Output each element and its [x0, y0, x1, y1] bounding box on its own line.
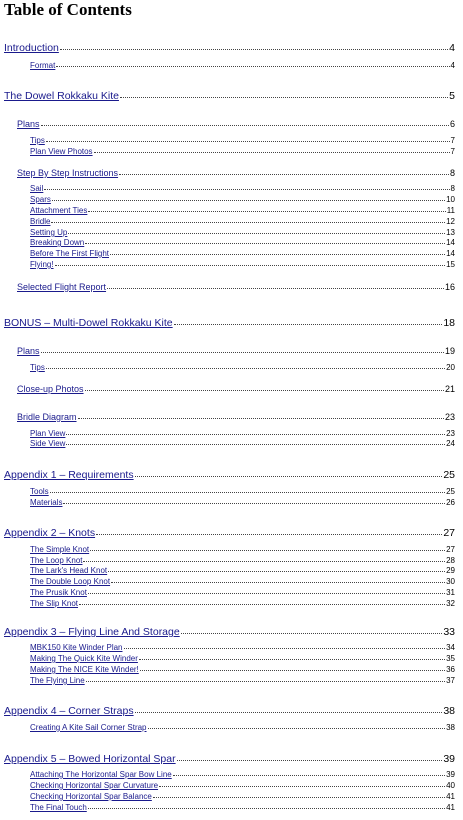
- toc-page-number: 30: [446, 577, 455, 586]
- dot-leader: [90, 550, 445, 551]
- toc-entry[interactable]: [30, 487, 455, 496]
- dot-leader: [159, 786, 445, 787]
- toc-page-number: 25: [446, 487, 455, 496]
- toc-entry[interactable]: [4, 317, 455, 329]
- dot-leader: [88, 211, 445, 212]
- toc-entry-link[interactable]: The Final Touch: [30, 803, 87, 812]
- toc-page-number: 8: [450, 184, 455, 193]
- dot-leader: [135, 476, 443, 477]
- toc-entry[interactable]: [30, 61, 455, 70]
- dot-leader: [181, 633, 443, 634]
- dot-leader: [83, 561, 445, 562]
- toc-entry[interactable]: [17, 282, 455, 292]
- toc-entry-link[interactable]: Sail: [30, 184, 44, 193]
- toc-page-number: 40: [446, 781, 455, 790]
- toc-entry-link[interactable]: The Slip Knot: [30, 599, 79, 608]
- toc-page-number: 23: [446, 429, 455, 438]
- toc-entry-link[interactable]: Close-up Photos: [17, 384, 84, 394]
- toc-entry-link[interactable]: Tools: [30, 487, 49, 496]
- toc-entry[interactable]: [30, 803, 455, 812]
- toc-entry[interactable]: [30, 195, 455, 204]
- dot-leader: [56, 66, 449, 67]
- dot-leader: [124, 648, 446, 649]
- toc-entry[interactable]: [30, 654, 455, 663]
- toc-page-number: 11: [446, 206, 455, 215]
- toc-entry-link[interactable]: Side View: [30, 439, 66, 448]
- toc-entry-link[interactable]: The Double Loop Knot: [30, 577, 111, 586]
- dot-leader: [44, 189, 449, 190]
- toc-page-number: 34: [446, 643, 455, 652]
- toc-page-number: 37: [446, 676, 455, 685]
- dot-leader: [111, 582, 445, 583]
- toc-entry[interactable]: [30, 643, 455, 652]
- toc-entry[interactable]: [4, 705, 455, 717]
- toc-entry-link[interactable]: The Simple Knot: [30, 545, 90, 554]
- toc-entry[interactable]: [30, 249, 455, 258]
- toc-page-number: 19: [444, 346, 455, 356]
- dot-leader: [41, 125, 449, 126]
- toc-entry[interactable]: [30, 206, 455, 215]
- dot-leader: [140, 670, 445, 671]
- toc-page-number: 24: [446, 439, 455, 448]
- dot-leader: [60, 49, 448, 50]
- dot-leader: [96, 534, 442, 535]
- dot-leader: [120, 97, 448, 98]
- toc-entry-link[interactable]: Attachment Ties: [30, 206, 88, 215]
- toc-entry-link[interactable]: Tips: [30, 136, 45, 145]
- toc-page-number: 35: [446, 654, 455, 663]
- toc-page-number: 18: [443, 317, 455, 329]
- toc-entry[interactable]: [4, 42, 455, 54]
- toc-entry-link[interactable]: MBK150 Kite Winder Plan: [30, 643, 123, 652]
- toc-entry-link[interactable]: Materials: [30, 498, 63, 507]
- toc-entry[interactable]: [4, 469, 455, 481]
- toc-page-number: 28: [446, 556, 455, 565]
- toc-page-number: 20: [446, 363, 455, 372]
- toc-entry[interactable]: [17, 384, 455, 394]
- dot-leader: [148, 728, 446, 729]
- toc-entry[interactable]: [17, 412, 455, 422]
- toc-entry[interactable]: [30, 577, 455, 586]
- dot-leader: [79, 604, 445, 605]
- dot-leader: [139, 659, 445, 660]
- toc-entry-link[interactable]: The Lark's Head Knot: [30, 566, 108, 575]
- dot-leader: [78, 418, 444, 419]
- toc-page-number: 10: [446, 195, 455, 204]
- toc-entry[interactable]: [17, 346, 455, 356]
- toc-page-number: 12: [446, 217, 455, 226]
- toc-entry[interactable]: [30, 498, 455, 507]
- toc-entry-link[interactable]: Selected Flight Report: [17, 282, 107, 292]
- toc-entry-link[interactable]: Plans: [17, 346, 40, 356]
- dot-leader: [50, 492, 445, 493]
- toc-entry[interactable]: [30, 781, 455, 790]
- dot-leader: [41, 352, 444, 353]
- toc-entry-link[interactable]: Plans: [17, 119, 40, 129]
- dot-leader: [63, 503, 445, 504]
- toc-entry-link[interactable]: The Prusik Knot: [30, 588, 87, 597]
- toc-entry[interactable]: [30, 238, 455, 247]
- toc-entry-link[interactable]: Making The NICE Kite Winder!: [30, 665, 139, 674]
- dot-leader: [88, 808, 445, 809]
- toc-page-number: 41: [446, 792, 455, 801]
- toc-entry-link[interactable]: Making The Quick Kite Winder: [30, 654, 138, 663]
- toc-page-number: 23: [444, 412, 455, 422]
- toc-entry[interactable]: [30, 228, 455, 237]
- dot-leader: [66, 444, 445, 445]
- dot-leader: [66, 434, 445, 435]
- toc-page-number: 32: [446, 599, 455, 608]
- dot-leader: [85, 243, 445, 244]
- toc-entry[interactable]: [4, 753, 455, 765]
- toc-entry-link[interactable]: Tips: [30, 363, 45, 372]
- page-title: Table of Contents: [4, 0, 132, 19]
- toc-entry-link[interactable]: The Flying Line: [30, 676, 85, 685]
- toc-entry-link[interactable]: Checking Horizontal Spar Balance: [30, 792, 152, 801]
- toc-entry-link[interactable]: Appendix 1 – Requirements: [4, 469, 134, 481]
- toc-page-number: 27: [443, 527, 455, 539]
- toc-entry[interactable]: [30, 723, 455, 732]
- dot-leader: [86, 681, 445, 682]
- toc-entry[interactable]: [30, 566, 455, 575]
- dot-leader: [88, 593, 445, 594]
- toc-entry[interactable]: [17, 119, 455, 129]
- toc-page-number: 33: [443, 626, 455, 638]
- dot-leader: [85, 390, 444, 391]
- dot-leader: [177, 760, 443, 761]
- toc-entry-link[interactable]: Spars: [30, 195, 51, 204]
- toc-page-number: 8: [449, 168, 455, 178]
- toc-entry-link[interactable]: Appendix 5 – Bowed Horizontal Spar: [4, 753, 176, 765]
- toc-page-number: 14: [446, 249, 455, 258]
- dot-leader: [135, 712, 443, 713]
- dot-leader: [46, 141, 450, 142]
- toc-page-number: 36: [446, 665, 455, 674]
- toc-entry[interactable]: [17, 168, 455, 178]
- toc-page-number: 39: [443, 753, 455, 765]
- dot-leader: [55, 265, 446, 266]
- toc-entry[interactable]: [4, 626, 455, 638]
- dot-leader: [68, 233, 445, 234]
- toc-entry-link[interactable]: Flying!: [30, 260, 54, 269]
- dot-leader: [52, 200, 445, 201]
- toc-entry-link[interactable]: Plan View Photos: [30, 147, 93, 156]
- toc-entry[interactable]: [30, 363, 455, 372]
- toc-page-number: 13: [446, 228, 455, 237]
- dot-leader: [51, 222, 445, 223]
- toc-entry[interactable]: [30, 676, 455, 685]
- toc-entry[interactable]: [30, 556, 455, 565]
- dot-leader: [153, 797, 445, 798]
- toc-entry-link[interactable]: The Loop Knot: [30, 556, 83, 565]
- toc-page-number: 21: [444, 384, 455, 394]
- dot-leader: [119, 174, 449, 175]
- toc-page-number: 14: [446, 238, 455, 247]
- toc-entry-link[interactable]: Introduction: [4, 42, 59, 54]
- toc-entry-link[interactable]: The Dowel Rokkaku Kite: [4, 90, 119, 102]
- toc-entry-link[interactable]: Plan View: [30, 429, 66, 438]
- dot-leader: [94, 152, 450, 153]
- dot-leader: [110, 254, 445, 255]
- toc-entry-link[interactable]: Appendix 3 – Flying Line And Storage: [4, 626, 180, 638]
- toc-entry-link[interactable]: Bridle: [30, 217, 51, 226]
- toc-page-number: 38: [443, 705, 455, 717]
- toc-entry[interactable]: [30, 770, 455, 779]
- toc-page-number: 29: [446, 566, 455, 575]
- toc-entry-link[interactable]: Bridle Diagram: [17, 412, 77, 422]
- toc-entry-link[interactable]: Format: [30, 61, 56, 70]
- dot-leader: [108, 571, 445, 572]
- toc-entry-link[interactable]: Appendix 2 – Knots: [4, 527, 96, 539]
- toc-entry[interactable]: [30, 184, 455, 193]
- toc-entry[interactable]: [4, 90, 455, 102]
- toc-entry-link[interactable]: Creating A Kite Sail Corner Strap: [30, 723, 147, 732]
- toc-page-number: 16: [444, 282, 455, 292]
- toc-page-number: 4: [449, 42, 455, 54]
- toc-page-number: 39: [446, 770, 455, 779]
- dot-leader: [107, 288, 444, 289]
- toc-page-number: 26: [446, 498, 455, 507]
- toc-page-number: 27: [446, 545, 455, 554]
- toc-entry-link[interactable]: Breaking Down: [30, 238, 85, 247]
- toc-entry[interactable]: [30, 665, 455, 674]
- toc-entry[interactable]: [30, 429, 455, 438]
- toc-page-number: 31: [446, 588, 455, 597]
- dot-leader: [46, 368, 445, 369]
- toc-entry-link[interactable]: Before The First Flight: [30, 249, 109, 258]
- toc-page-number: 4: [450, 61, 455, 70]
- toc-entry-link[interactable]: BONUS – Multi-Dowel Rokkaku Kite: [4, 317, 173, 329]
- toc-entry-link[interactable]: Step By Step Instructions: [17, 168, 119, 178]
- toc-page-number: 6: [449, 119, 455, 129]
- toc-page-number: 25: [443, 469, 455, 481]
- toc-entry[interactable]: [30, 792, 455, 801]
- toc-page-number: 15: [446, 260, 455, 269]
- toc-page-number: 7: [450, 147, 455, 156]
- toc-page-number: 7: [450, 136, 455, 145]
- toc-entry[interactable]: [30, 588, 455, 597]
- toc-entry[interactable]: [30, 217, 455, 226]
- toc-entry-link[interactable]: Appendix 4 – Corner Straps: [4, 705, 134, 717]
- toc-entry[interactable]: [30, 147, 455, 156]
- toc-entry-link[interactable]: Setting Up: [30, 228, 68, 237]
- toc-entry[interactable]: [30, 439, 455, 448]
- toc-entry[interactable]: [30, 545, 455, 554]
- toc-page-number: 5: [449, 90, 455, 102]
- dot-leader: [173, 775, 445, 776]
- toc-entry[interactable]: [30, 136, 455, 145]
- toc-entry-link[interactable]: Checking Horizontal Spar Curvature: [30, 781, 159, 790]
- toc-page-number: 41: [446, 803, 455, 812]
- toc-page-number: 38: [446, 723, 455, 732]
- toc-entry-link[interactable]: Attaching The Horizontal Spar Bow Line: [30, 770, 172, 779]
- dot-leader: [174, 324, 443, 325]
- toc-entry[interactable]: [30, 260, 455, 269]
- toc-entry[interactable]: [4, 527, 455, 539]
- toc-entry[interactable]: [30, 599, 455, 608]
